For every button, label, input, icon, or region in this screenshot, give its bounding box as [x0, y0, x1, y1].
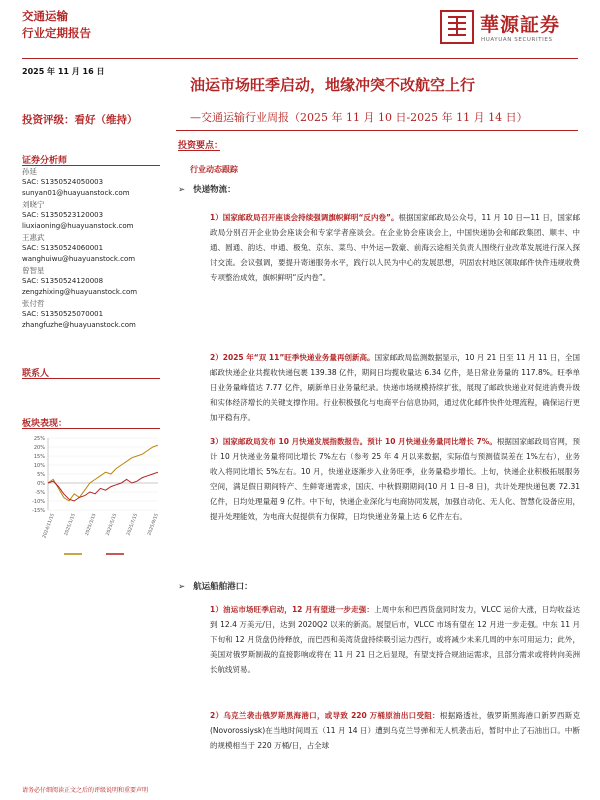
analyst-sac: SAC: S1350524050003 — [22, 178, 104, 186]
report-date: 2025 年 11 月 16 日 — [22, 67, 105, 76]
paragraph-3 — [210, 434, 580, 524]
sector-performance-chart — [22, 432, 164, 562]
analyst-name: 张付哲 — [22, 299, 45, 308]
header-left — [22, 8, 91, 42]
analyst-name: 王惠武 — [22, 233, 45, 242]
analyst-list — [22, 167, 162, 332]
paragraph-4 — [210, 602, 580, 677]
bullet-express — [178, 183, 236, 195]
logo-english: HUAYUAN SECURITIES — [481, 37, 553, 43]
paragraph-body: 国家邮政局监测数据显示，10 月 21 日至 11 月 11 日，全国邮政快递企业共揽收快递包裹 139.38 亿件，期间日均揽收量达 6.34 亿件，是日常业务量的 117.8%。旺季单日业务量峰值达 7.77 亿件，刷新单日业务量纪录。快递市场规模持续扩张，展现了邮政快递业对促进消费升级和实体经济增长的关键支撑作用。行业积极强化与电商平台信息协同，通过优化邮件快件处理流程，确保运行更加平稳有序。 — [210, 353, 580, 422]
x-tick-label: 2025/9/15 — [147, 512, 160, 537]
bullet-label: 快递物流： — [193, 185, 236, 195]
analyst-name: 曾智星 — [22, 266, 45, 275]
analyst-name: 孙延 — [22, 167, 37, 176]
investment-points-underline — [178, 150, 220, 151]
series-line-2 — [48, 472, 158, 501]
paragraph-highlight: 3）国家邮政局发布 10 月快递发展指数报告。预计 10 月快递业务量同比增长 7%。 — [210, 437, 497, 446]
company-logo — [440, 10, 580, 50]
report-subtitle: —交通运输行业周报（2025 年 11 月 10 日-2025 年 11 月 14 日） — [190, 111, 528, 124]
report-category: 交通运输 — [22, 9, 68, 23]
report-title: 油运市场旺季启动，地缘冲突不改航空上行 — [190, 76, 476, 94]
analyst-entry — [22, 266, 162, 298]
series-line-1 — [48, 445, 158, 501]
analyst-sac: SAC: S1350525070001 — [22, 310, 104, 318]
analysts-divider — [22, 165, 160, 166]
footer-disclaimer: 请务必仔细阅读正文之后的评级说明和重要声明 — [22, 787, 149, 794]
arrow-right-icon: ➢ — [178, 582, 186, 592]
paragraph-highlight: 1）油运市场旺季启动，12 月有望进一步走强： — [210, 605, 375, 614]
paragraph-1 — [210, 210, 580, 285]
x-tick-label: 2025/7/15 — [126, 512, 140, 537]
paragraph-highlight: 1）国家邮政局召开座谈会持续强调旗帜鲜明“反内卷”。 — [210, 213, 399, 222]
x-tick-label: 2024/11/15 — [42, 512, 56, 540]
analyst-email[interactable]: zengzhixing@huayuanstock.com — [22, 288, 138, 296]
analyst-email[interactable]: zhangfuzhe@huayuanstock.com — [22, 321, 136, 329]
paragraph-body: 根据国家邮政局官网，预计 10 月快递业务量将同比增长 7%左右（参考 25 年 4 月以来数据，实际值与预测值误差在 1%左右），业务收入将同比增长 5%左右。10 月，快递业逐渐步入业务旺季，业务量稳步增长。上旬，快递企业积极拓展服务空间，满足假日期间特产、生鲜寄递需求，国庆、中秋假期期间(10 月 1 日–8 日)，共计处理快递包裹 72.31 亿件，日均处理量超 9 亿件。中下旬，快递企业深化与电商协同发展，加强自动化、无人化、智慧化设备应用，提升处理能效，为电商大促提供有力保障，日均快递业务量上达 6 亿件左右。 — [210, 437, 580, 521]
investment-points-heading: 投资要点： — [178, 141, 224, 151]
analyst-entry — [22, 167, 162, 199]
logo-seal-icon — [440, 10, 474, 44]
paragraph-5 — [210, 708, 580, 753]
contact-divider — [22, 378, 160, 379]
chart-divider — [22, 428, 160, 429]
analyst-entry — [22, 200, 162, 232]
y-tick-label: -10% — [32, 499, 45, 505]
analyst-email[interactable]: liuxiaoning@huayuanstock.com — [22, 222, 134, 230]
paragraph-highlight: 2）乌克兰袭击俄罗斯黑海港口，或导致 220 万桶原油出口受阻： — [210, 711, 440, 720]
paragraph-body: 根据路透社，俄罗斯黑海港口新罗西斯克(Novorossiysk)在当地时间周五（11 月 14 日）遭到乌克兰导弹和无人机袭击后，暂时中止了石油出口。中断的规模相当于 220 万桶/日，占全球 — [210, 711, 580, 750]
chart-label: 板块表现： — [22, 419, 68, 429]
analysts-label: 证券分析师 — [22, 156, 68, 166]
chart-svg — [22, 432, 164, 562]
report-type: 行业定期报告 — [22, 26, 91, 40]
y-tick-label: -15% — [32, 508, 45, 514]
analyst-sac: SAC: S1350524120008 — [22, 277, 104, 285]
header-divider — [22, 58, 578, 59]
y-tick-label: 10% — [33, 463, 45, 469]
investment-rating: 投资评级：看好（维持） — [22, 114, 138, 126]
paragraph-body: 上周中东和巴西货盘同时发力，VLCC 运价大涨，日均收益达到 12.4 万美元/日，达到 2020Q2 以来的新高。展望后市，VLCC 市场有望在 12 月进一步走强。中东 11 月下旬和 12 月货盘仍待释放，而巴西和美湾货盘持续吸引运力西行，或将减少未来几周的中东可用运力；此外，美国对俄罗斯制裁的直接影响或将在 11 月 21 日之后显现，有望支持合规油运需求，且部分需求或将转向美洲长航线贸易。 — [210, 605, 580, 674]
analyst-sac: SAC: S1350524060001 — [22, 244, 104, 252]
analyst-entry — [22, 233, 162, 265]
analyst-email[interactable]: sunyan01@huayuanstock.com — [22, 189, 130, 197]
bullet-shipping — [178, 580, 253, 592]
y-tick-label: 25% — [33, 436, 45, 442]
analyst-sac: SAC: S1350523120003 — [22, 211, 104, 219]
y-tick-label: 15% — [33, 454, 45, 460]
y-tick-label: 5% — [37, 472, 45, 478]
paragraph-highlight: 2）2025 年“双 11”旺季快递业务量再创新高。 — [210, 353, 375, 362]
title-divider — [176, 130, 578, 131]
paragraph-body: 根据国家邮政局公众号，11 月 10 日—11 日，国家邮政局分别召开企业协会座谈会和专家学者座谈会。在企业协会座谈会上，中国快递协会和邮政集团、顺丰、中通、圆通、韵达、申通、极兔、京东、菜鸟、中外运—敦豪、前海云途相关负责人围绕行业改革发展进行深入探讨交流。会议强调，要提升寄递服务水平，践行以人民为中心的发展思想，巩固农村地区领取邮件快件违规收费专项整治成效，旗帜鲜明“反内卷”。 — [210, 213, 580, 282]
logo-name: 華源証券 — [480, 14, 561, 36]
paragraph-2 — [210, 350, 580, 425]
y-tick-label: -5% — [35, 490, 45, 496]
y-tick-label: 20% — [33, 445, 45, 451]
section-title: 行业动态跟踪 — [190, 165, 238, 174]
bullet-label: 航运船舶港口： — [193, 582, 253, 592]
contact-label: 联系人 — [22, 369, 50, 379]
y-tick-label: 0% — [37, 481, 45, 487]
analyst-entry — [22, 299, 162, 331]
x-tick-label: 2025/5/15 — [105, 512, 119, 537]
arrow-right-icon: ➢ — [178, 185, 186, 195]
analyst-email[interactable]: wanghuiwu@huayuanstock.com — [22, 255, 136, 263]
analyst-name: 刘晓宁 — [22, 200, 45, 209]
x-tick-label: 2025/3/15 — [84, 512, 98, 537]
x-tick-label: 2025/1/15 — [64, 512, 77, 537]
